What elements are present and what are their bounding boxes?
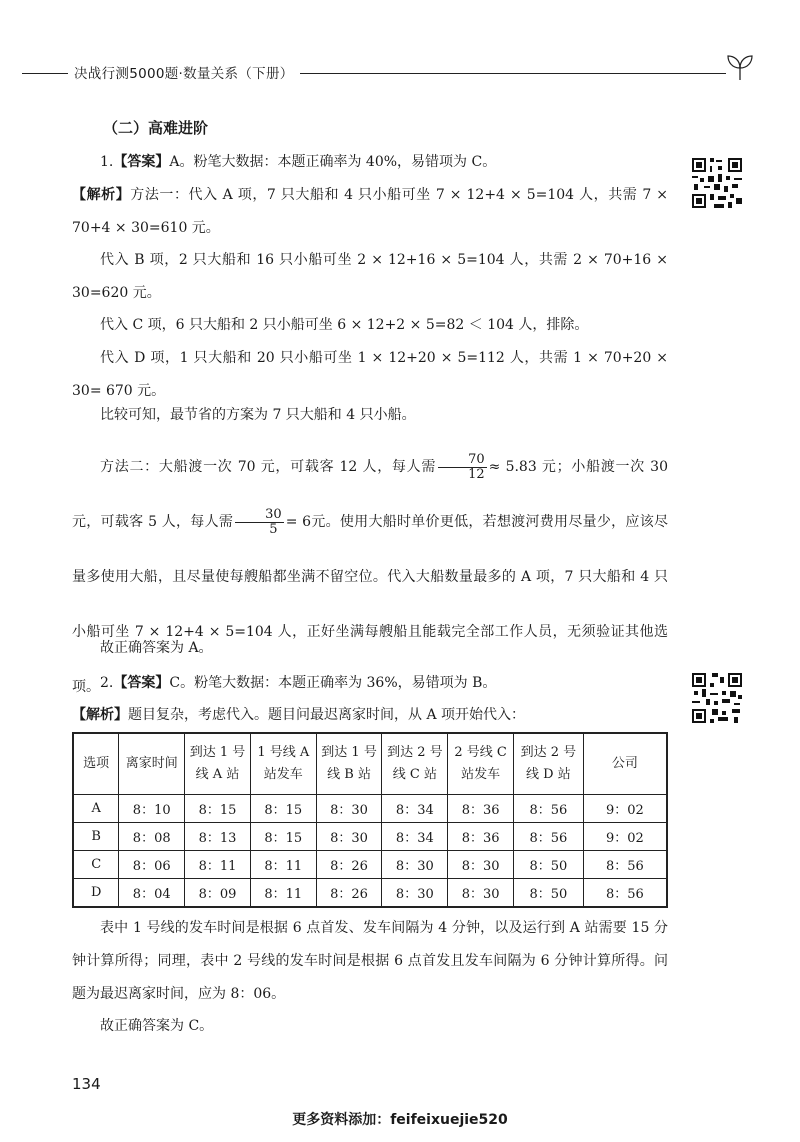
table-cell: 8：34 <box>382 823 448 851</box>
q1-answer-tag: 【答案】 <box>113 154 170 170</box>
table-header-cell: 公司 <box>583 733 667 795</box>
table-cell: 8：30 <box>382 879 448 908</box>
table-cell: 8：11 <box>185 851 251 879</box>
table-body <box>73 795 667 908</box>
table-cell: 8：15 <box>250 795 316 823</box>
table-cell: 9：02 <box>583 795 667 823</box>
table-cell: 8：30 <box>316 795 382 823</box>
table-cell: 8：11 <box>250 879 316 908</box>
table-cell: 8：15 <box>185 795 251 823</box>
table-header-cell: 到达 2 号 线 C 站 <box>382 733 448 795</box>
q1-answer <box>72 146 668 179</box>
q2-answer <box>72 667 668 700</box>
table-cell: A <box>73 795 119 823</box>
table-header-row <box>73 733 667 795</box>
q1-method-two-a: 方法二：大船渡一次 70 元，可载客 12 人，每人需 <box>100 459 437 475</box>
table-row <box>73 823 667 851</box>
q1-option-b: 代入 B 项，2 只大船和 16 只小船可坐 2 × 12+16 × 5=104 人，共需 2 × 70+16 × 30=620 元。 <box>72 252 668 301</box>
table-cell: 8：56 <box>514 823 584 851</box>
header-title: 决战行测5000题·数量关系（下册） <box>74 66 294 82</box>
q1-analysis <box>72 179 668 245</box>
schedule-table <box>72 732 668 908</box>
table-cell: 8：11 <box>250 851 316 879</box>
qr-code-icon <box>690 671 744 725</box>
header-rule-right <box>300 73 726 74</box>
table-cell: 8：34 <box>382 795 448 823</box>
fraction-numerator: 30 <box>235 508 284 523</box>
table-row <box>73 795 667 823</box>
q1-option-c: 代入 C 项，6 只大船和 2 只小船可坐 6 × 12+2 × 5=82 ＜ 104 人，排除。 <box>100 317 589 333</box>
table-cell: D <box>73 879 119 908</box>
q2-analysis-tag: 【解析】 <box>72 707 128 723</box>
q2-after-table: 表中 1 号线的发车时间是根据 6 点首发、发车间隔为 4 分钟，以及运行到 A 站需要 15 分钟计算所得；同理，表中 2 号线的发车时间是根据 6 点首发且发车间隔为 6 分钟计算所得。问题为最迟离家时间，应为 8：06。 <box>72 920 668 1002</box>
table-cell: 8：13 <box>185 823 251 851</box>
q2-conclusion: 故正确答案为 C。 <box>100 1018 214 1034</box>
table-cell: C <box>73 851 119 879</box>
header-rule-left <box>22 73 68 74</box>
table-cell: 8：30 <box>316 823 382 851</box>
table-cell: 8：30 <box>382 851 448 879</box>
table-cell: 8：08 <box>119 823 185 851</box>
table-cell: 9：02 <box>583 823 667 851</box>
table-row <box>73 879 667 908</box>
table-header-cell: 到达 2 号 线 D 站 <box>514 733 584 795</box>
table-cell: 8：04 <box>119 879 185 908</box>
table-cell: 8：36 <box>448 823 514 851</box>
q2-analysis <box>72 699 668 732</box>
table-cell: 8：30 <box>448 851 514 879</box>
table-header-cell: 离家时间 <box>119 733 185 795</box>
table-cell: 8：06 <box>119 851 185 879</box>
fraction-denominator: 5 <box>269 521 278 537</box>
table-cell: B <box>73 823 119 851</box>
leaf-sprout-icon <box>724 50 756 82</box>
table-cell: 8：10 <box>119 795 185 823</box>
table-header-cell: 到达 1 号 线 B 站 <box>316 733 382 795</box>
table-cell: 8：09 <box>185 879 251 908</box>
q1-method-two-b: ≈ 5.83 元；小船渡一次 30 元，可载客 5 人，每人需 <box>72 459 668 530</box>
table-row <box>73 851 667 879</box>
table-cell: 8：15 <box>250 823 316 851</box>
table-cell: 8：30 <box>448 879 514 908</box>
table-cell: 8：50 <box>514 851 584 879</box>
table-cell: 8：36 <box>448 795 514 823</box>
fraction-denominator: 12 <box>468 466 485 482</box>
fraction-30-5 <box>235 508 284 537</box>
fraction-numerator: 70 <box>438 453 487 468</box>
q1-number: 1. <box>100 154 114 170</box>
table-header-cell: 1 号线 A 站发车 <box>250 733 316 795</box>
table-header-cell: 到达 1 号 线 A 站 <box>185 733 251 795</box>
q2-answer-tag: 【答案】 <box>113 675 170 691</box>
fraction-70-12 <box>438 453 487 482</box>
table-cell: 8：56 <box>583 879 667 908</box>
qr-code-icon <box>690 156 744 210</box>
table-cell: 8：26 <box>316 879 382 908</box>
page-number: 134 <box>72 1075 101 1093</box>
q2-analysis-text: 题目复杂，考虑代入。题目问最迟离家时间，从 A 项开始代入： <box>128 707 526 723</box>
q1-compare: 比较可知，最节省的方案为 7 只大船和 4 只小船。 <box>100 407 416 423</box>
table-cell: 8：56 <box>583 851 667 879</box>
q1-analysis-tag: 【解析】 <box>72 187 131 203</box>
q1-analysis-text: 方法一：代入 A 项，7 只大船和 4 只小船可坐 7 × 12+4 × 5=104 人，共需 7 × 70+4 × 30=610 元。 <box>72 187 669 236</box>
q1-conclusion: 故正确答案为 A。 <box>100 640 213 656</box>
table-cell: 8：50 <box>514 879 584 908</box>
table-cell: 8：56 <box>514 795 584 823</box>
table-cell: 8：26 <box>316 851 382 879</box>
q1-option-d: 代入 D 项，1 只大船和 20 只小船可坐 1 × 12+20 × 5=112 人，共需 1 × 70+20 × 30= 670 元。 <box>72 350 668 399</box>
q2-number: 2. <box>100 675 114 691</box>
table-header-cell: 选项 <box>73 733 119 795</box>
section-title: （二）高难进阶 <box>103 119 209 137</box>
table-header-cell: 2 号线 C 站发车 <box>448 733 514 795</box>
q2-answer-text: C。粉笔大数据：本题正确率为 36%，易错项为 B。 <box>169 675 497 691</box>
q1-method-two-c: = 6元。使用大船时单价更低，若想渡河费用尽量少，应该尽量多使用大船，且尽量使每艘船都坐满不留空位。代入大船数量最多的 A 项，7 只大船和 4 只小船可坐 7 × 12+4 × 5=104 人，正好坐满每艘船且能载完全部工作人员，无须验证其他选项。 <box>72 514 668 695</box>
footer-note: 更多资料添加：feifeixuejie520 <box>292 1112 508 1128</box>
q1-answer-text: A。粉笔大数据：本题正确率为 40%，易错项为 C。 <box>169 154 497 170</box>
